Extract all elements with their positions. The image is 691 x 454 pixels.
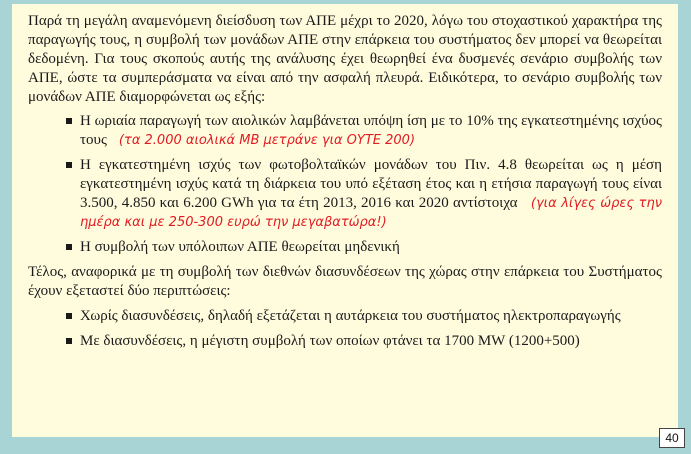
square-bullet-icon: [66, 162, 72, 168]
list-item: [28, 156, 662, 232]
handwritten-note: (τα 2.000 αιολικά MB μετράνε για ΟΥΤΕ 200): [110, 133, 416, 148]
bullet-text: Η ωριαία παραγωγή των αιολικών λαμβάνεται υπόψη ίση με το 10% της εγκατεστημένης ισχύος τους: [80, 113, 662, 148]
square-bullet-icon: [66, 244, 72, 250]
bullet-text: Χωρίς διασυνδέσεις, δηλαδή εξετάζεται η αυτάρκεια του συστήματος ηλεκτροπαραγωγής: [80, 308, 621, 324]
bullet-text: Η εγκατεστημένη ισχύς των φωτοβολταϊκών μονάδων του Πιν. 4.8 θεωρείται ως η μέση εγκατεστημένη ισχύς κατά τη διάρκεια του υπό εξέταση έτος και η ετήσια παραγωγή τους είναι 3.500, 4.850 και 6.200 GWh για τα έτη 2013, 2016 και 2020 αντίστοιχα: [80, 157, 662, 211]
list-item: [28, 112, 662, 150]
square-bullet-icon: [66, 338, 72, 344]
list-item: [28, 332, 662, 351]
list-item: [28, 238, 662, 257]
interconnections-paragraph: Τέλος, αναφορικά με τη συμβολή των διεθνών διασυνδέσεων της χώρας στην επάρκεια του Συστήματος έχουν εξεταστεί δύο περιπτώσεις:: [28, 264, 662, 299]
square-bullet-icon: [66, 313, 72, 319]
handwritten-note: (για λίγες ώρες την ημέρα και με 250-300 ευρώ την μεγαβατώρα!): [80, 196, 662, 230]
square-bullet-icon: [66, 118, 72, 124]
bullet-text: Η συμβολή των υπόλοιπων ΑΠΕ θεωρείται μηδενική: [80, 239, 400, 255]
intro-paragraph: Παρά τη μεγάλη αναμενόμενη διείσδυση των ΑΠΕ μέχρι το 2020, λόγω του στοχαστικού χαρακτήρα της παραγωγής τους, η συμβολή των μονάδων ΑΠΕ στην επάρκεια του συστήματος δεν μπορεί να θεωρείται δεδομένη. Για τους σκοπούς αυτής της ανάλυσης έχει θεωρηθεί ένα δυσμενές σενάριο συμβολής των ΑΠΕ, ώστε τα συμπεράσματα να είναι από την ασφαλή πλευρά. Ειδικότερα, το σενάριο συμβολής των μονάδων ΑΠΕ διαμορφώνεται ως εξής:: [28, 13, 662, 105]
bullet-text: Με διασυνδέσεις, η μέγιστη συμβολή των οποίων φτάνει τα 1700 MW (1200+500): [80, 333, 580, 349]
list-item: [28, 307, 662, 326]
content-card: [12, 4, 678, 437]
document-text: [12, 4, 678, 357]
interconnection-cases-list: [28, 307, 662, 351]
res-scenario-list: [28, 112, 662, 257]
page-number: 40: [659, 428, 685, 448]
